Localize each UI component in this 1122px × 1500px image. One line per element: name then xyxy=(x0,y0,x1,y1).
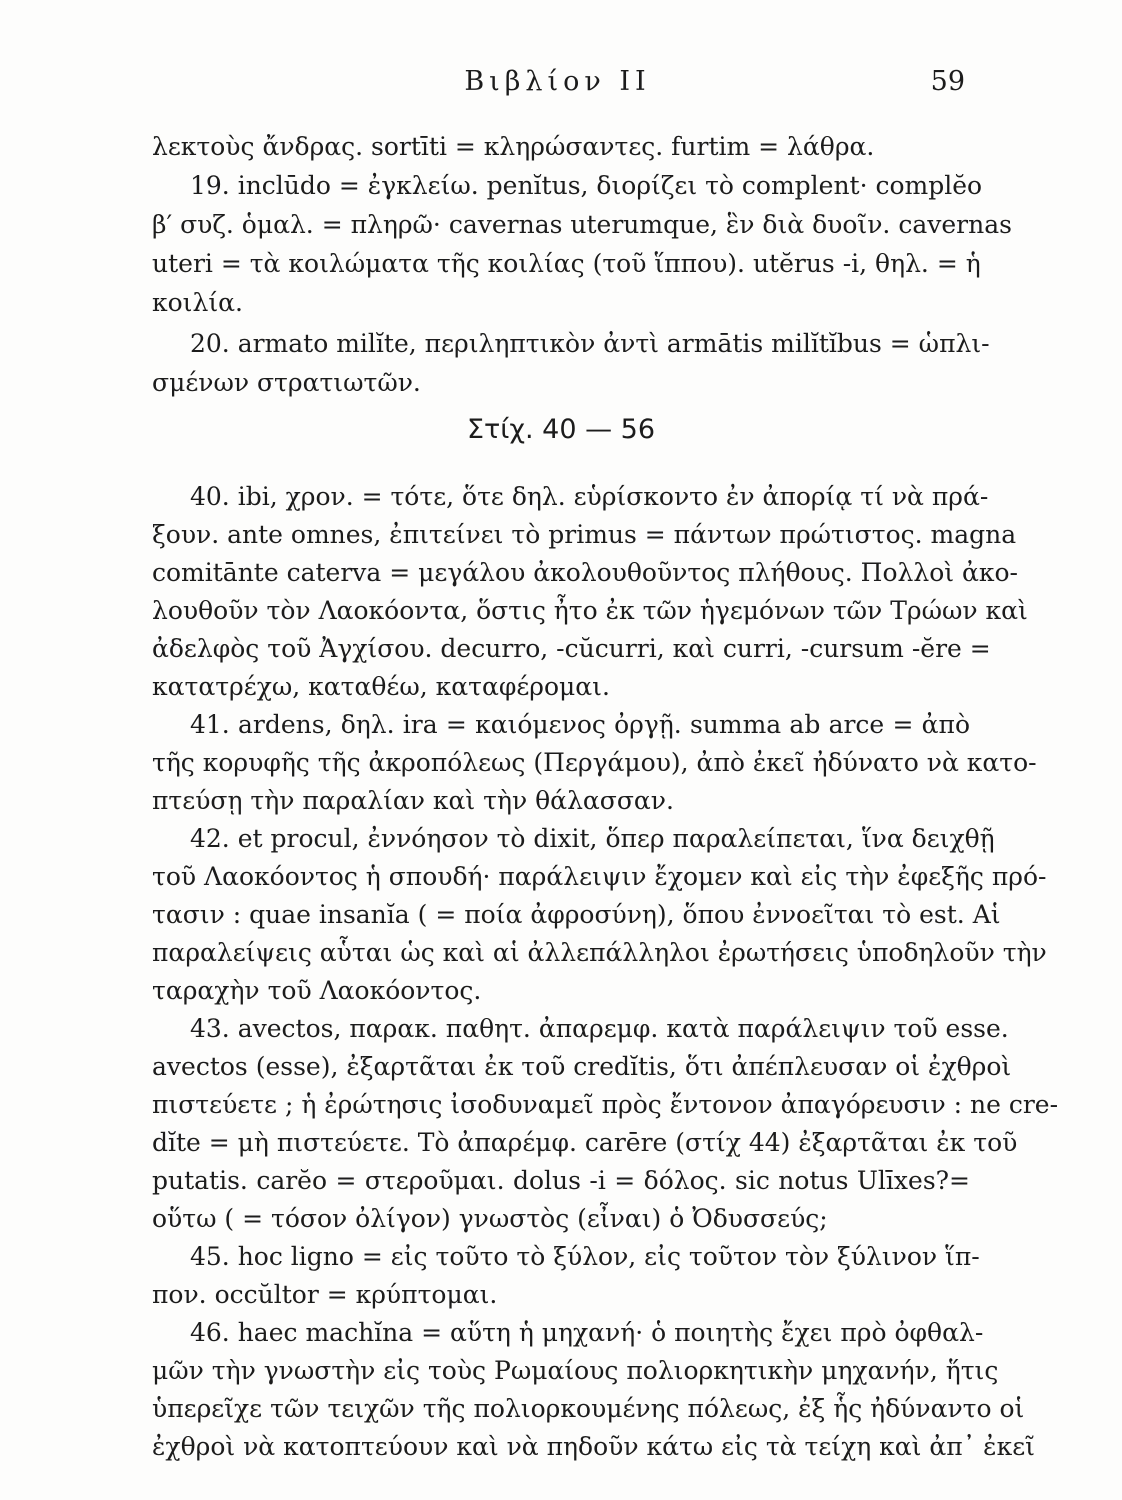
text-line: dĭte = μὴ πιστεύετε. Τὸ ἀπαρέμφ. carēre (στίχ 44) ἐξαρτᾶται ἐκ τοῦ xyxy=(152,1128,1018,1157)
text-line: 19. inclūdo = ἐγκλείω. penĭtus, διορίζει τὸ complent· complĕo xyxy=(190,171,983,200)
text-line: κοιλία. xyxy=(152,288,243,317)
text-line: σμένων στρατιωτῶν. xyxy=(152,368,421,397)
text-line: ὑπερεῖχε τῶν τειχῶν τῆς πολιορκουμένης πόλεως, ἐξ ἧς ἠδύναντο οἱ xyxy=(152,1394,1025,1423)
section-heading: Στίχ. 40 — 56 xyxy=(466,414,656,445)
text-line: 45. hoc ligno = εἰς τοῦτο τὸ ξύλον, εἰς τοῦτον τὸν ξύλινον ἵπ- xyxy=(190,1242,980,1271)
text-line: πον. occŭltor = κρύπτομαι. xyxy=(152,1280,498,1309)
page-number: 59 xyxy=(930,66,965,97)
text-line: τασιν : quae insanĭa ( = ποία ἀφροσύνη), ὅπου ἐννοεῖται τὸ est. Αἱ xyxy=(152,900,1001,929)
text-line: οὕτω ( = τόσον ὀλίγον) γνωστὸς (εἶναι) ὁ Ὀδυσσεύς; xyxy=(152,1204,828,1233)
text-line: 40. ibi, χρον. = τότε, ὅτε δηλ. εὑρίσκοντο ἐν ἀπορίᾳ τί νὰ πρά- xyxy=(190,482,989,511)
text-line: κατατρέχω, καταθέω, καταφέρομαι. xyxy=(152,672,610,701)
text-line: τῆς κορυφῆς τῆς ἀκροπόλεως (Περγάμου), ἀπὸ ἐκεῖ ἠδύνατο νὰ κατο- xyxy=(152,748,1037,777)
text-line: uteri = τὰ κοιλώματα τῆς κοιλίας (τοῦ ἵππου). utĕrus -i, θηλ. = ἡ xyxy=(152,249,981,278)
text-line: λεκτοὺς ἄνδρας. sortīti = κληρώσαντες. furtim = λάθρα. xyxy=(152,132,875,161)
text-line: 43. avectos, παρακ. παθητ. ἀπαρεμφ. κατὰ παράλειψιν τοῦ esse. xyxy=(190,1014,1009,1043)
page-header xyxy=(150,62,965,102)
text-line: ἀδελφὸς τοῦ Ἀγχίσου. decurro, -cŭcurri, καὶ curri, -cursum -ĕre = xyxy=(152,634,991,663)
text-line: 41. ardens, δηλ. ira = καιόμενος ὀργῇ. summa ab arce = ἀπὸ xyxy=(190,710,970,739)
text-line: ταραχὴν τοῦ Λαοκόοντος. xyxy=(152,976,482,1005)
text-line: λουθοῦν τὸν Λαοκόοντα, ὅστις ἦτο ἐκ τῶν ἡγεμόνων τῶν Τρώων καὶ xyxy=(152,596,1028,625)
text-line: πτεύσῃ τὴν παραλίαν καὶ τὴν θάλασσαν. xyxy=(152,786,674,815)
text-line: 20. armato milĭte, περιληπτικὸν ἀντὶ armātis milĭtĭbus = ὡπλι- xyxy=(190,329,990,358)
text-line: παραλείψεις αὗται ὡς καὶ αἱ ἀλλεπάλληλοι ἐρωτήσεις ὑποδηλοῦν τὴν xyxy=(152,938,1047,967)
text-line: ἐχθροὶ νὰ κατοπτεύουν καὶ νὰ πηδοῦν κάτω εἰς τὰ τείχη καὶ ἀπ᾿ ἐκεῖ xyxy=(152,1432,1035,1461)
text-line: avectos (esse), ἐξαρτᾶται ἐκ τοῦ credĭtis, ὅτι ἀπέπλευσαν οἱ ἐχθροὶ xyxy=(152,1052,1012,1081)
running-title: Βιβλίον ΙΙ xyxy=(464,66,651,97)
text-line: β′ συζ. ὁμαλ. = πληρῶ· cavernas uterumque, ἓν διὰ δυοῖν. cavernas xyxy=(152,210,1012,239)
text-line: μῶν τὴν γνωστὴν εἰς τοὺς Ρωμαίους πολιορκητικὴν μηχανήν, ἥτις xyxy=(152,1356,999,1385)
text-line: τοῦ Λαοκόοντος ἡ σπουδή· παράλειψιν ἔχομεν καὶ εἰς τὴν ἐφεξῆς πρό- xyxy=(152,862,1047,891)
text-line: putatis. carĕo = στεροῦμαι. dolus -i = δόλος. sic notus Ulīxes?= xyxy=(152,1166,970,1195)
text-line: 42. et procul, ἐννόησον τὸ dixit, ὅπερ παραλείπεται, ἵνα δειχθῇ xyxy=(190,824,995,853)
text-line: πιστεύετε ; ἡ ἐρώτησις ἰσοδυναμεῖ πρὸς ἔντονον ἀπαγόρευσιν : ne cre- xyxy=(152,1090,1059,1119)
text-line: 46. haec machĭna = αὕτη ἡ μηχανή· ὁ ποιητὴς ἔχει πρὸ ὀφθαλ- xyxy=(190,1318,984,1347)
text-line: comitānte caterva = μεγάλου ἀκολουθοῦντος πλήθους. Πολλοὶ ἀκο- xyxy=(152,558,1019,587)
text-line: ξουν. ante omnes, ἐπιτείνει τὸ primus = πάντων πρώτιστος. magna xyxy=(152,520,1017,549)
